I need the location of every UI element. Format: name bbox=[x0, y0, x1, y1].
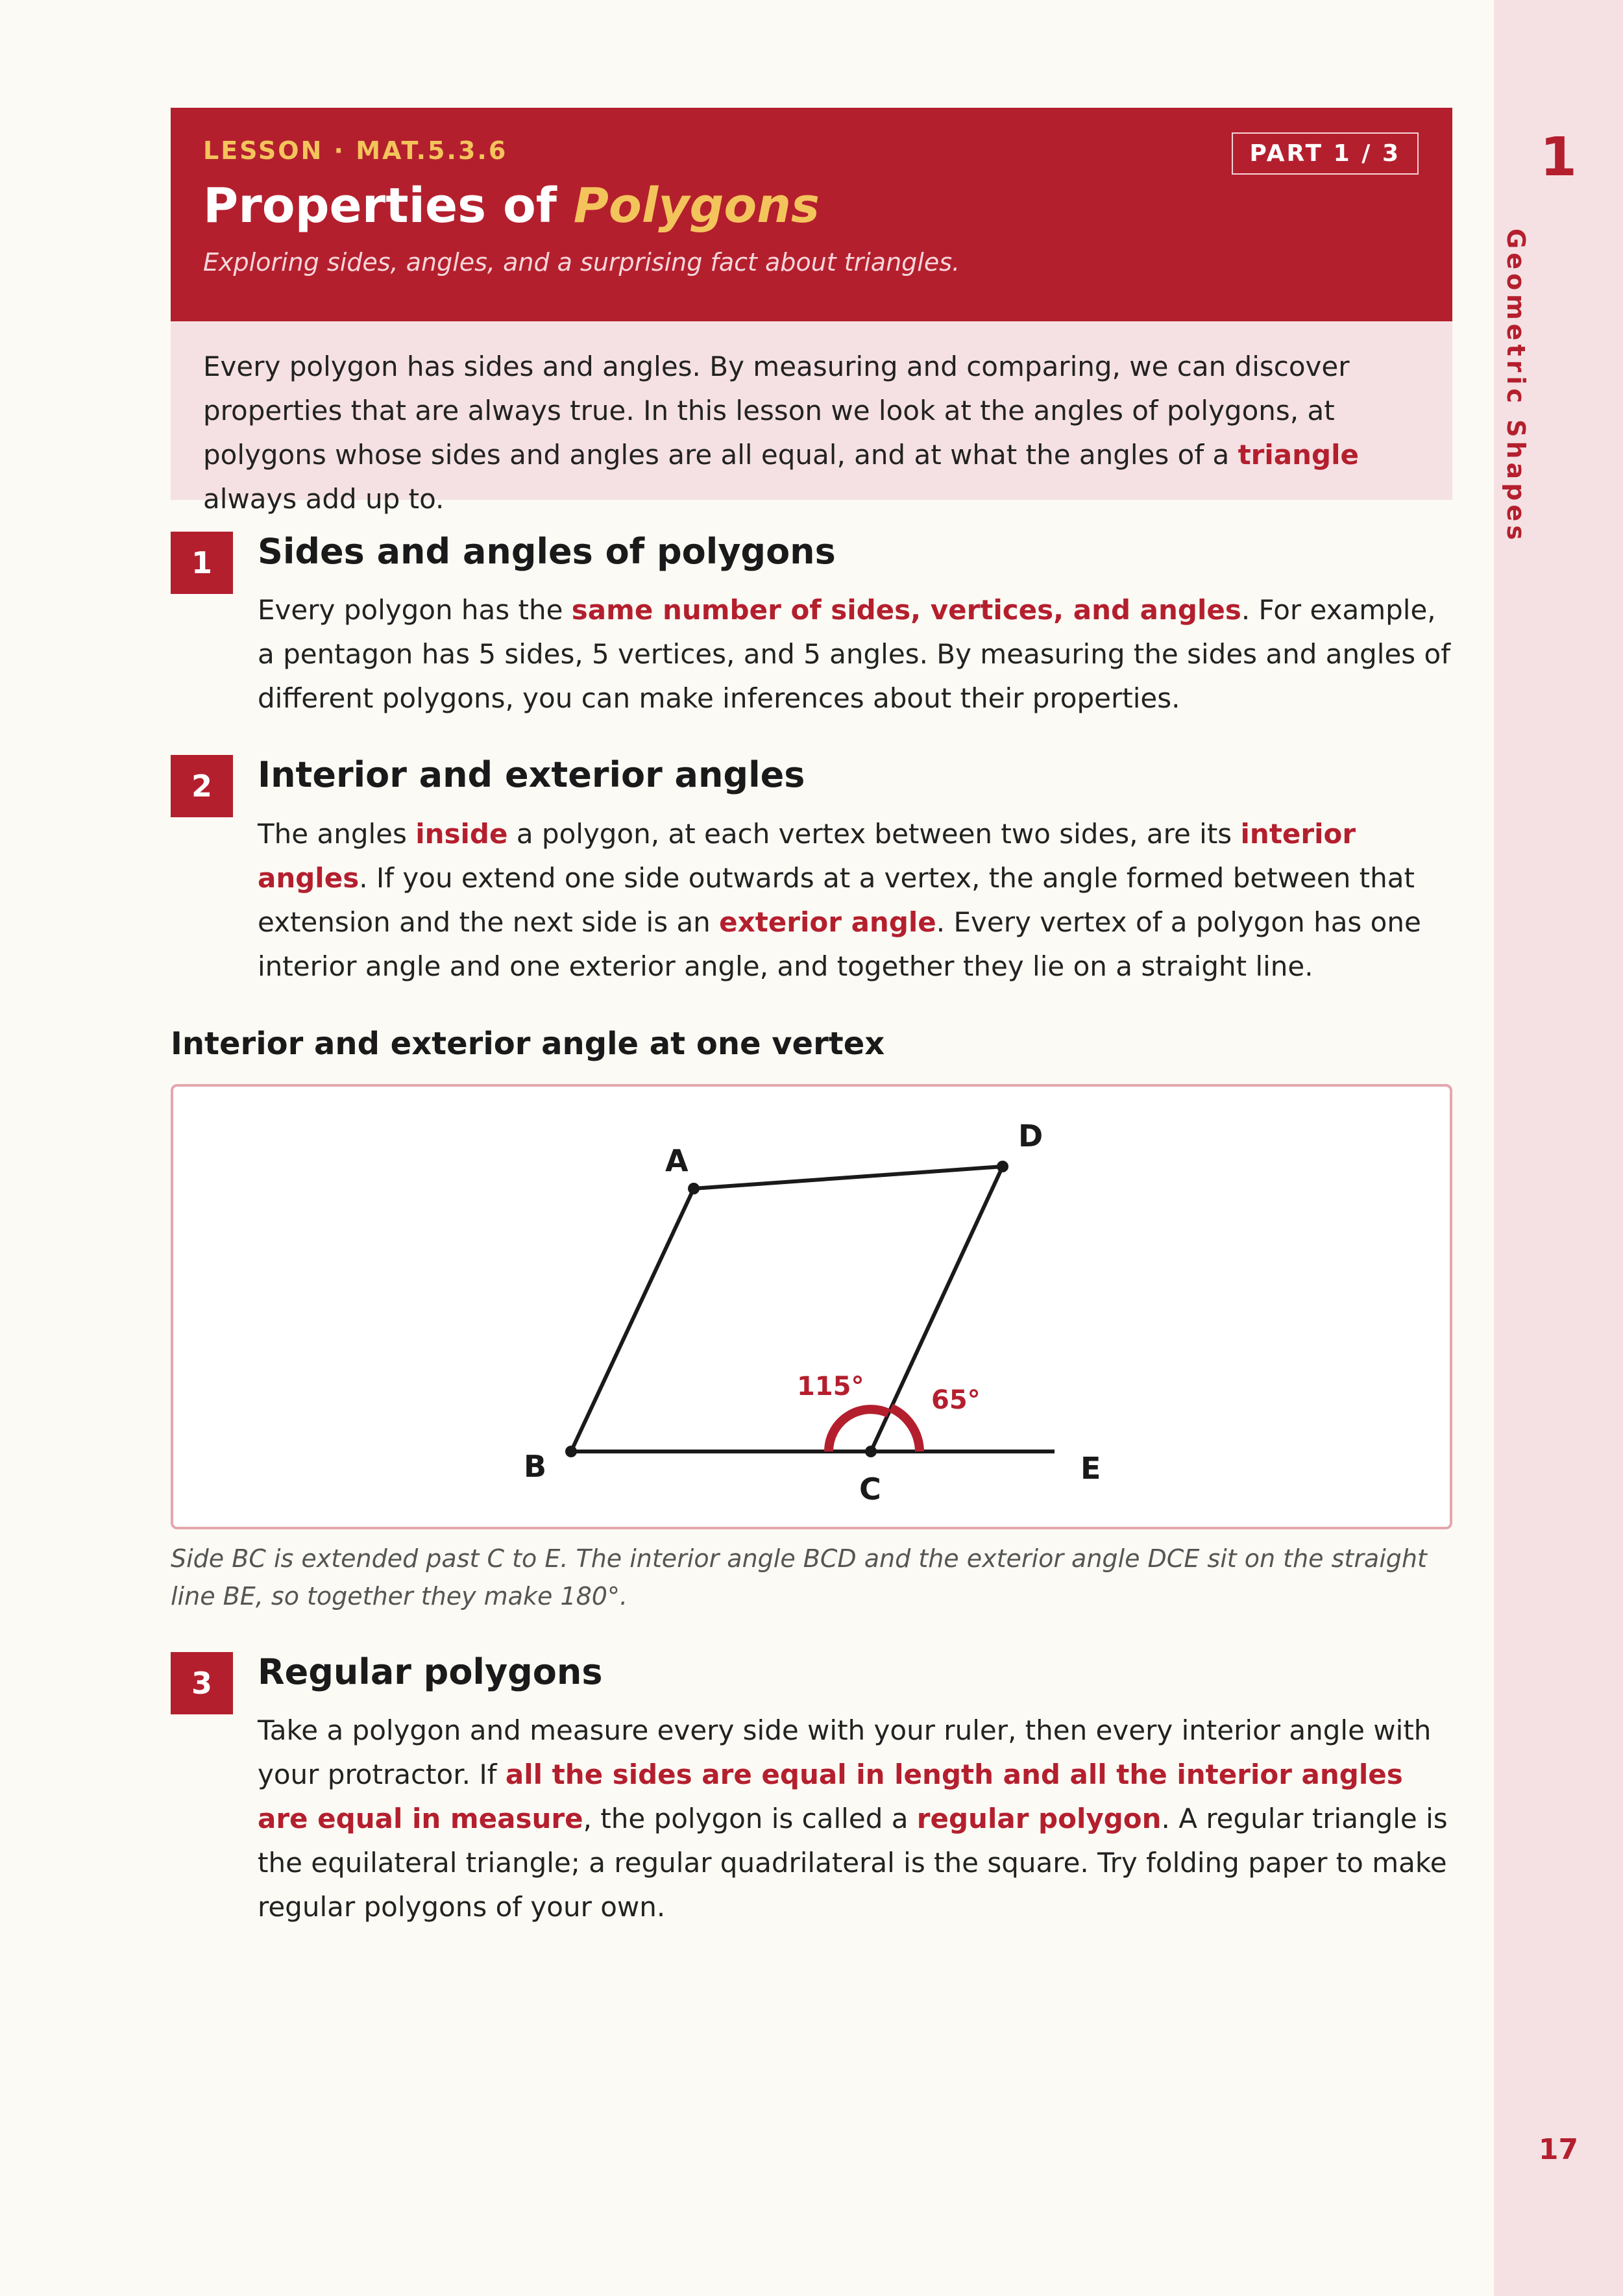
chapter-number: 1 bbox=[1539, 127, 1578, 188]
exterior-angle-arc bbox=[891, 1408, 920, 1451]
intro-box bbox=[171, 321, 1452, 515]
exterior-angle-label: 65° bbox=[931, 1385, 981, 1415]
section-2-number: 2 bbox=[171, 755, 233, 817]
figure-caption: Side BC is extended past C to E. The interior angle BCD and the exterior angle DCE sit on the straight line BE, so together they make 180°. bbox=[171, 1544, 1427, 1611]
label-a: A bbox=[665, 1143, 689, 1178]
section-2-text: . Every vertex of a polygon has one interior angle and one exterior angle, and together they lie on a straight line. bbox=[258, 906, 1421, 982]
section-2-text: . If you extend one side outwards at a vertex, the angle formed between that extension and the next side is an bbox=[258, 862, 1415, 938]
page-number: 17 bbox=[1538, 2133, 1579, 2166]
label-e: E bbox=[1080, 1451, 1101, 1486]
page-subtitle: Exploring sides, angles, and a surprising fact about triangles. bbox=[203, 248, 960, 277]
lesson-code: LESSON · MAT.5.3.6 bbox=[203, 136, 508, 165]
title-accent: Polygons bbox=[573, 178, 820, 234]
part-badge: PART 1 / 3 bbox=[1232, 132, 1419, 175]
section-2-highlight: interior angles bbox=[258, 818, 1356, 894]
figure-box bbox=[171, 1084, 1452, 1529]
chapter-sidebar: 1 Geometric Shapes 17 bbox=[1494, 0, 1623, 2296]
section-1-highlight: same number of sides, vertices, and angles bbox=[571, 594, 1241, 626]
section-3-body bbox=[258, 1709, 1455, 1929]
label-c: C bbox=[859, 1472, 881, 1507]
section-3-highlight: all the sides are equal in length and all the interior angles are equal in measure bbox=[258, 1759, 1403, 1834]
vertex-b bbox=[565, 1446, 577, 1457]
angle-diagram bbox=[173, 1087, 1450, 1527]
page-title bbox=[203, 178, 1419, 234]
section-3-highlight: regular polygon bbox=[916, 1803, 1162, 1834]
label-b: B bbox=[524, 1449, 547, 1484]
interior-angle-label: 115° bbox=[797, 1372, 864, 1401]
label-d: D bbox=[1018, 1118, 1043, 1154]
section-1-number: 1 bbox=[171, 532, 233, 594]
section-2-highlight: exterior angle bbox=[719, 906, 936, 938]
vertex-a bbox=[688, 1183, 700, 1194]
section-2-text: The angles bbox=[258, 818, 416, 850]
figure-title: Interior and exterior angle at one vertex bbox=[171, 1026, 885, 1062]
side-ab bbox=[571, 1189, 694, 1451]
intro-highlight: triangle bbox=[1238, 439, 1359, 471]
section-3-number: 3 bbox=[171, 1652, 233, 1714]
section-2-text: a polygon, at each vertex between two sides, are its bbox=[507, 818, 1241, 850]
section-1-text: . For example, a pentagon has 5 sides, 5 vertices, and 5 angles. By measuring the sides and angles of different polygons, you can make inferences about their properties. bbox=[258, 594, 1451, 714]
vertex-d bbox=[997, 1161, 1008, 1172]
section-3-text: . A regular triangle is the equilateral triangle; a regular quadrilateral is the square. Try folding paper to make regular polygons of your own. bbox=[258, 1803, 1448, 1923]
section-1-title: Sides and angles of polygons bbox=[258, 531, 836, 572]
side-ad bbox=[694, 1167, 1003, 1189]
section-3-text: , the polygon is called a bbox=[583, 1803, 917, 1834]
section-3-title: Regular polygons bbox=[258, 1651, 603, 1692]
vertex-c bbox=[865, 1446, 877, 1457]
intro-text-before: Every polygon has sides and angles. By measuring and comparing, we can discover properties that are always true. In this lesson we look at the angles of polygons, at polygons whose sides and angles are all equal, and at what the angles of a bbox=[203, 351, 1350, 471]
section-1-text: Every polygon has the bbox=[258, 594, 572, 626]
section-2-highlight: inside bbox=[415, 818, 508, 850]
section-2-title: Interior and exterior angles bbox=[258, 754, 805, 795]
title-plain: Properties of bbox=[203, 178, 574, 234]
section-1-body bbox=[258, 588, 1455, 721]
lesson-header bbox=[171, 108, 1452, 321]
section-3-text: Take a polygon and measure every side with your ruler, then every interior angle with your protractor. If bbox=[258, 1714, 1432, 1790]
section-2-body bbox=[258, 812, 1455, 989]
intro-text-after: always add up to. bbox=[203, 483, 445, 515]
